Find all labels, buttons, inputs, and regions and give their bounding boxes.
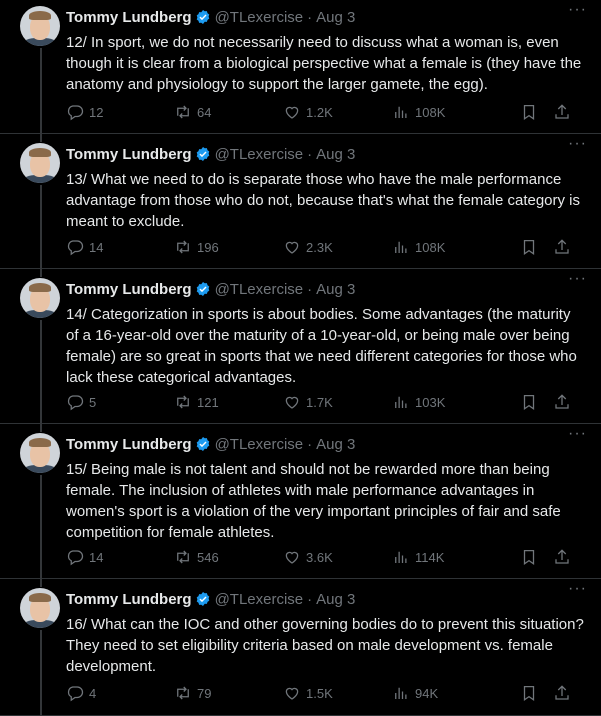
repost-count: 546 (197, 549, 219, 565)
bookmark-button[interactable] (520, 238, 538, 256)
views-button[interactable] (392, 393, 445, 411)
author-handle[interactable]: @TLexercise (214, 8, 304, 26)
like-count: 3.6K (306, 549, 333, 565)
thread-line (40, 134, 42, 142)
bookmark-icon (520, 103, 538, 121)
avatar[interactable] (20, 143, 60, 183)
views-icon (392, 393, 410, 411)
thread-line (40, 269, 42, 277)
share-button[interactable] (553, 684, 571, 702)
author-handle[interactable]: @TLexercise (214, 590, 304, 608)
reply-button[interactable] (66, 393, 96, 411)
repost-icon (174, 393, 192, 411)
like-icon (283, 684, 301, 702)
views-button[interactable] (392, 238, 445, 256)
like-button[interactable] (283, 103, 333, 121)
reply-icon (66, 103, 84, 121)
views-button[interactable] (392, 684, 438, 702)
repost-count: 196 (197, 239, 219, 255)
avatar[interactable] (20, 6, 60, 46)
share-button[interactable] (553, 238, 571, 256)
author-handle[interactable]: @TLexercise (214, 145, 304, 163)
reply-count: 5 (89, 394, 97, 410)
share-icon (553, 103, 571, 121)
thread-line (40, 48, 42, 134)
reply-button[interactable] (66, 103, 103, 121)
bookmark-icon (520, 684, 538, 702)
tweet-header (66, 1, 587, 29)
like-count: 1.5K (306, 685, 333, 701)
tweet-text: 16/ What can the IOC and other governing bodies do to prevent this situation? They need to set eligibility criteria based on male development vs. female development. (66, 616, 584, 675)
tweet[interactable] (0, 134, 601, 269)
reply-count: 12 (89, 104, 104, 120)
share-icon (553, 548, 571, 566)
reply-icon (66, 684, 84, 702)
like-button[interactable] (283, 548, 333, 566)
share-icon (553, 393, 571, 411)
separator-dot: · (307, 8, 313, 26)
views-icon (392, 238, 410, 256)
like-icon (283, 548, 301, 566)
tweet-text: 14/ Categorization in sports is about bodies. Some advantages (the maturity of a 16-year-old over the maturity of a 10-year-old, or being male over being female) are so great in sports that we need different categories for those who lack these categorical advantages. (66, 306, 577, 386)
avatar[interactable] (20, 278, 60, 318)
like-icon (283, 103, 301, 121)
verified-icon (195, 9, 211, 25)
share-button[interactable] (553, 548, 571, 566)
tweet-date[interactable]: Aug 3 (316, 8, 356, 26)
tweet-date[interactable]: Aug 3 (316, 590, 356, 608)
reply-button[interactable] (66, 238, 103, 256)
repost-icon (174, 103, 192, 121)
thread-line (40, 424, 42, 432)
verified-icon (195, 591, 211, 607)
tweet[interactable] (0, 579, 601, 716)
more-icon[interactable]: ··· (568, 1, 587, 18)
tweet-actions (66, 237, 587, 257)
like-count: 1.7K (306, 394, 333, 410)
reply-button[interactable] (66, 684, 96, 702)
tweet-date[interactable]: Aug 3 (316, 145, 356, 163)
thread-line (40, 475, 42, 579)
like-button[interactable] (283, 393, 333, 411)
share-icon (553, 238, 571, 256)
repost-icon (174, 238, 192, 256)
tweet[interactable] (0, 424, 601, 579)
tweet-text: 13/ What we need to do is separate those who have the male performance advantage from those who do not, because that's what the female category is meant to exclude. (66, 171, 581, 230)
views-icon (392, 548, 410, 566)
views-count: 94K (415, 685, 439, 701)
like-icon (283, 238, 301, 256)
views-icon (392, 684, 410, 702)
repost-count: 79 (197, 685, 212, 701)
separator-dot: · (307, 435, 313, 453)
bookmark-button[interactable] (520, 548, 538, 566)
views-count: 114K (415, 549, 445, 565)
author-handle[interactable]: @TLexercise (214, 280, 304, 298)
tweet-actions (66, 392, 587, 412)
bookmark-button[interactable] (520, 103, 538, 121)
views-count: 103K (415, 394, 446, 410)
tweet-header (66, 135, 587, 166)
share-button[interactable] (553, 393, 571, 411)
repost-count: 64 (197, 104, 212, 120)
share-icon (553, 684, 571, 702)
bookmark-button[interactable] (520, 393, 538, 411)
bookmark-button[interactable] (520, 684, 538, 702)
reply-icon (66, 393, 84, 411)
author-name[interactable]: Tommy Lundberg (66, 435, 192, 453)
repost-icon (174, 684, 192, 702)
share-button[interactable] (553, 103, 571, 121)
reply-count: 4 (89, 685, 97, 701)
bookmark-icon (520, 238, 538, 256)
avatar[interactable] (20, 588, 60, 628)
tweet-date[interactable]: Aug 3 (316, 280, 356, 298)
thread-line (40, 579, 42, 587)
like-button[interactable] (283, 238, 333, 256)
tweet-header (66, 580, 587, 611)
views-icon (392, 103, 410, 121)
bookmark-icon (520, 548, 538, 566)
author-name[interactable]: Tommy Lundberg (66, 8, 192, 26)
tweet-header (66, 270, 587, 301)
tweet-date[interactable]: Aug 3 (316, 435, 356, 453)
repost-count: 121 (197, 394, 219, 410)
repost-icon (174, 548, 192, 566)
separator-dot: · (307, 145, 313, 163)
tweet-actions (66, 547, 587, 567)
author-name[interactable]: Tommy Lundberg (66, 280, 192, 298)
tweet-actions (66, 683, 587, 703)
author-name[interactable]: Tommy Lundberg (66, 590, 192, 608)
separator-dot: · (307, 280, 313, 298)
repost-button[interactable] (174, 548, 219, 566)
tweet-actions (66, 102, 587, 122)
verified-icon (195, 436, 211, 452)
more-icon[interactable]: ··· (568, 425, 587, 442)
views-count: 108K (415, 239, 446, 255)
reply-count: 14 (89, 549, 104, 565)
reply-icon (66, 238, 84, 256)
verified-icon (195, 146, 211, 162)
bookmark-icon (520, 393, 538, 411)
verified-icon (195, 281, 211, 297)
tweet-header (66, 425, 587, 456)
author-name[interactable]: Tommy Lundberg (66, 145, 192, 163)
thread-line (40, 185, 42, 269)
views-count: 108K (415, 104, 446, 120)
more-icon[interactable]: ··· (568, 135, 587, 152)
more-icon[interactable]: ··· (568, 580, 587, 597)
more-icon[interactable]: ··· (568, 270, 587, 287)
tweet[interactable] (0, 0, 601, 134)
tweet[interactable] (0, 269, 601, 424)
like-button[interactable] (283, 684, 333, 702)
views-button[interactable] (392, 103, 445, 121)
reply-button[interactable] (66, 548, 103, 566)
tweet-text: 12/ In sport, we do not necessarily need to discuss what a woman is, even though it is clear from a biological perspective what a female is (they have the anatomy and physiology to support the larger gamete, the egg). (66, 34, 582, 93)
like-icon (283, 393, 301, 411)
tweet-text: 15/ Being male is not talent and should not be rewarded more than being female. The inclusion of athletes with male performance advantages in women's sport is a violation of the very important principles of fair and safe competition for female athletes. (66, 461, 561, 541)
repost-button[interactable] (174, 103, 211, 121)
thread-line (40, 630, 42, 716)
views-button[interactable] (392, 548, 444, 566)
avatar[interactable] (20, 433, 60, 473)
reply-icon (66, 548, 84, 566)
reply-count: 14 (89, 239, 104, 255)
repost-button[interactable] (174, 238, 219, 256)
thread-line (40, 320, 42, 424)
repost-button[interactable] (174, 393, 219, 411)
like-count: 2.3K (306, 239, 333, 255)
like-count: 1.2K (306, 104, 333, 120)
author-handle[interactable]: @TLexercise (214, 435, 304, 453)
repost-button[interactable] (174, 684, 211, 702)
separator-dot: · (307, 590, 313, 608)
